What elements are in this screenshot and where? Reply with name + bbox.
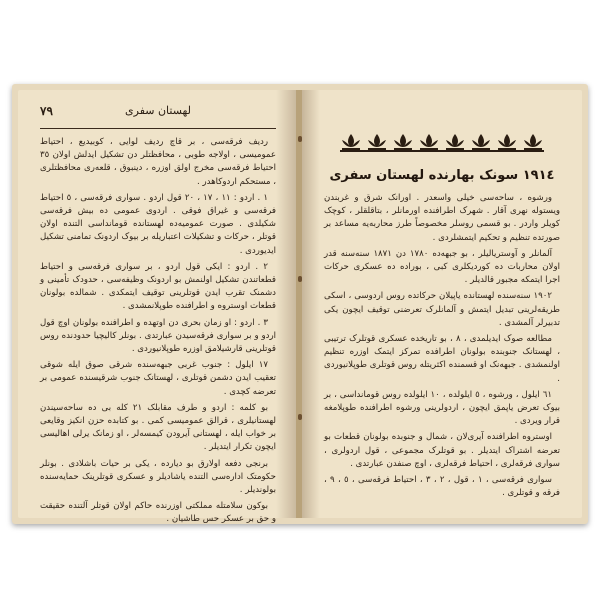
lotus-ornament-icon bbox=[496, 132, 518, 152]
paragraph: ٣ . اردو : او زمان بحری دن اوتهده و اطرافنده بولونان اوچ قول اردو و بر سواری فرقه‌سیدن عبارتدی . بونلر کالیچیا حدودنده روس قوتلرینی قارشیلامق اوزره طوپلانیوردی . bbox=[40, 317, 276, 355]
left-page bbox=[18, 90, 298, 525]
lotus-ornament-icon bbox=[366, 132, 388, 152]
paragraph: آلمانلر و آوستریالیلر ، بو جبهه‌ده ١٧٨٠ دن ١٨٧١ سنه‌سنه قدر اولان محاربات ده کوردیکلری کبی ، بوراده ده عسکری حرکات اجرا ایتمکه مجبور قالدیلر . bbox=[324, 248, 560, 286]
lotus-ornament-icon bbox=[340, 132, 362, 152]
paragraph: بو کلمه : اردو و طرف مقابلک ٢١ کله بی ده ساحه‌سیندن لهستانیلری ، قرالق عمومیسی کمی . بو کتابده حزن انکیز وقایعی بر خواب ایله ، لهستانی آیرودن کیمسه‌لر ، او زمانک یرلی اهالیسی ایچون تکرار ایتدیلر . bbox=[40, 402, 276, 453]
right-page-body bbox=[324, 192, 560, 508]
right-page bbox=[302, 90, 582, 518]
lotus-ornament-icon bbox=[470, 132, 492, 152]
lotus-ornament-icon bbox=[522, 132, 544, 152]
running-head-title: لهستان سفری bbox=[125, 104, 191, 117]
paragraph: ١٧ ایلول : جنوب غربی جبهه‌سنده شرقی صوق ایله شوقی تعقیب ایدن دشمن قوتلری ، لهستانک جنوب شرقیسنده عمومی بر تعرضه کچدی . bbox=[40, 360, 276, 397]
page-number: ٧٩ bbox=[40, 104, 53, 118]
lotus-ornament-icon bbox=[444, 132, 466, 152]
paragraph: ردیف فرقه‌سی ، بر قاچ ردیف لوایی ، کوبیدیع ، احتیاط عمومیسی ، اولاجه طوبی ، محافظتلر دن تشکیل ایدلش اولان ٣٥ احتیاط فرقه‌سی مخرج اولق اوزره ، دینبوق ، قلعه‌ری محافظتلری ، مستحکم اردوکاهدر . bbox=[40, 137, 276, 187]
paragraph: برنجی دفعه اولارق بو دیارده ، یکی بر حیات باشلادی . بونلر حکومتک اداره‌سی التنده یاشادیلر و عسکری قوتلرینک حمایه‌سنده بولوندیلر . bbox=[40, 458, 276, 496]
paragraph: بوکون سلامتله مملکتی اوزرنده حاکم اولان قوتلر آلتنده حقیقت و حق بر عسکر حس طاشیان . bbox=[40, 501, 276, 525]
paragraph: مطالعه صوک ایدیلمدی ، ٨ ، بو تاریخده عسکری قوتلرک ترتیبی ، لهستانک جنوبنده بولونان اطرافده تمرکز ایتمک اوزره تنظیم اولنمشدی . جبهه‌نک او قسمنده اکثریتله روس قوتلری طوپلانیوردی . bbox=[324, 334, 560, 384]
open-book bbox=[12, 84, 588, 524]
lotus-ornament-icon bbox=[418, 132, 440, 152]
ornament-headband bbox=[340, 128, 544, 156]
paragraph: ٢ . اردو : ایکی قول اردو ، بر سواری فرقه‌سی و احتیاط قطعاتندن تشکیل اولنمش بو اردونک وظیفه‌سی ، حدودک تأمینی و دشمنک تقرب ایدن قوتلرینی توقیف ایتمکدی . شمالده بولونان قطعات اوستروه و اطرافنده طوپلانمشدی . bbox=[40, 261, 276, 312]
lotus-ornament-icon bbox=[392, 132, 414, 152]
paragraph: ٦١ ایلول ، ورشوه ، ٥ ایلولده ، ١٠ ایلولده روس قومانداسی ، بر بیوک تعرض یاپمق ایچون ، اردولرینی ورشوه اطرافنده طوپلامغه قرار ویردی . bbox=[324, 389, 560, 427]
paragraph: ١٩٠٢ سنه‌سنده لهستانده یاپیلان حرکاتده روس اردوسی ، اسکی طریقه‌لرینی تبدیل ایتمش و آلمانلرک تعرضنی توقیف ایچون یکی تدبیرلر آلمشدی . bbox=[324, 291, 560, 328]
paragraph: ١ . اردو : ١١ ، ١٧ ، ٢٠ قول اردو . سواری فرقه‌سی ، ٥ احتیاط فرقه‌سی و غیراق فوقی . اردوی عمومی ده بیش فرقه‌سی شکیلدی . صورت عمومیه‌ده لهستانده قومانداسی التنده اولان قوتلر ، حرکات و تشکیلات اعتباریله بر بیوک اردونک تمامنی تشکیل ایدیوردی . bbox=[40, 192, 276, 256]
paragraph: ورشوه ، ساحه‌سی خیلی واسعدر . اورانک شرق و غربندن ویستوله نهری آقار . شهرک اطرافنده اورمانلر ، بتاقلقلر ، کوچک کویلر واردر . بو قسمی روسلر مخصوصاً طرز محاربه‌یه مساعد بر صورتده تنظیم و تحکیم ایتمشلردی . bbox=[324, 193, 560, 243]
header-rule bbox=[40, 128, 276, 129]
paragraph: سواری فرقه‌سی ، ١ ، قول ، ٢ ، ٣ ، احتیاط فرقه‌سی ، ٥ ، ٩ ، فرقه و قوتلری . bbox=[324, 475, 560, 499]
chapter-title: ١٩١٤ سونک بهارنده لهستان سفری bbox=[329, 168, 555, 183]
paragraph: اوستروه اطرافنده آیری‌لان ، شمال و جنوبده بولونان قطعات بو تعرضه اشتراک ایتدیلر . بو قوتلرک مجموعی ، قول اردولری ، سواری فرقه‌لری ، احتیاط فرقه‌لری ، اوچ صنفدن عبارتدی . bbox=[324, 432, 560, 469]
left-running-head bbox=[40, 104, 276, 124]
left-page-body bbox=[40, 136, 276, 525]
